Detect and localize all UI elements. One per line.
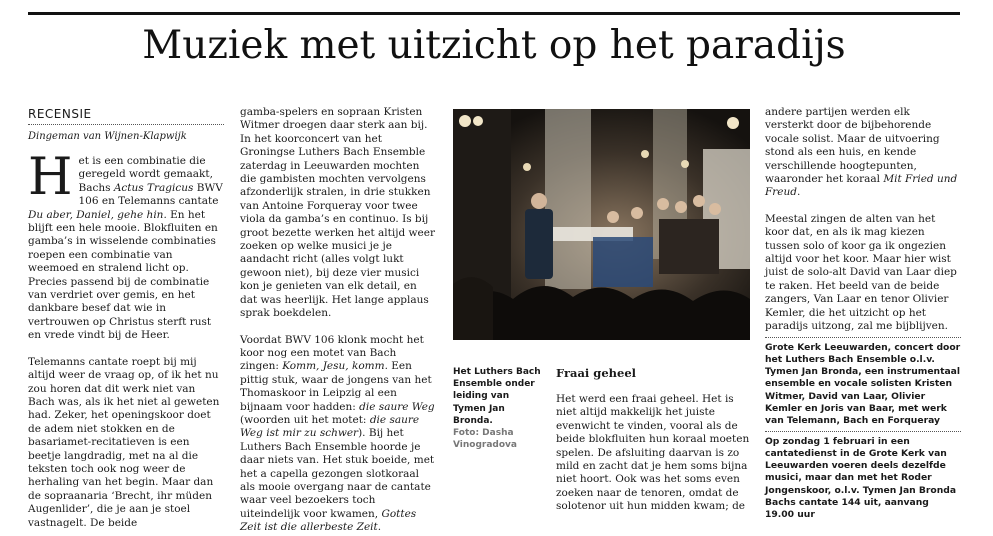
subheading: Fraai geheel (556, 366, 637, 380)
paragraph: Voordat BWV 106 klonk mocht het koor nog een motet van Bach zingen: Komm, Jesu, komm. Een pittig stuk, waar de jongens van het Thomaskoor in Leipzig al een bijnaam voor hadden: die saure Weg (woorden uit het motet: die saure Weg ist mir zu schwer). Bij het Luthers Bach Ensemble hoorde je daar niets van. Het stuk boeide, met het a capella gezongen slotkoraal als mooie overgang naar de cantate waar veel bezoekers toch uiteindelijk voor kwamen, Gottes Zeit ist die allerbeste Zeit. (240, 333, 435, 534)
top-rule (28, 12, 960, 15)
dropcap: H (28, 148, 73, 207)
concert-photo-image (453, 109, 750, 340)
paragraph: Telemanns cantate roept bij mij altijd weer de vraag op, of ik het nu zou horen dat dit werk niet van Bach was, als ik het niet al geweten had. Zeker, het openingskoor doet de adem niet stokken en de basariamet-recitatieven is een beetje langdradig, met na al die teksten toch ook nog weer de herhaling van het begin. Maar dan de sopraanaria ‘Brecht, ihr müden Augenlider’, die je aan je stoel vastnagelt. De beide (28, 355, 220, 529)
info-divider (765, 337, 961, 338)
concert-photo (453, 109, 750, 340)
paragraph: gamba-spelers en sopraan Kristen Witmer droegen daar sterk aan bij. In het koorconcert van het Groningse Luthers Bach Ensemble zaterdag in Leeuwarden mochten die gambisten mochten vervolgens afzonderlijk stralen, in drie stukken van Antoine Forqueray voor twee viola da gamba’s en continuo. Is bij groot bezette werken het altijd weer zoeken op welke musici je je aandacht richt (alles volgt lukt gewoon niet), bij deze vier musici kon je genieten van elk detail, en dat was heerlijk. Het lange applaus sprak boekdelen. (240, 106, 435, 320)
info-divider (765, 431, 961, 432)
section-label: RECENSIE (28, 107, 92, 121)
label-divider (28, 124, 224, 125)
column-1 (28, 107, 224, 530)
headline: Muziek met uitzicht op het paradijs (142, 23, 846, 68)
column-4 (765, 106, 961, 522)
column-3 (556, 366, 752, 514)
paragraph: andere partijen werden elk versterkt door de bijbehorende vocale solist. Maar de uitvoering stond als een huis, en kende verschillende hoogtepunten, waaronder het koraal Mit Fried und Freud. (765, 106, 958, 199)
byline: Dingeman van Wijnen-Klapwijk (28, 131, 187, 142)
paragraph: Het werd een fraai geheel. Het is niet altijd makkelijk het juiste evenwicht te vinden, vooral als de beide blokfluiten hun koraal moeten spelen. De afsluiting daarvan is zo mild en zacht dat je hem soms bijna niet hoort. Ook was het soms even zoeken naar de tenoren, omdat de solotenor uit hun midden kwam; de (556, 393, 750, 513)
paragraph: Meestal zingen de alten van het koor dat, en als ik mag kiezen tussen solo of koor ga ik ongezien altijd voor het koor. Maar hier wist juist de solo-alt David van Laar diep te raken. Het beeld van de beide zangers, Van Laar en tenor Olivier Kemler, die het uitzicht op het paradijs uitzong, zal me bijblijven. (765, 212, 957, 333)
intro-paragraph: Het is een combinatie die geregeld wordt gemaakt, Bachs Actus Tragicus BWV 106 en Telemanns cantate Du aber, Daniel, gehe hin. En het blijft een hele mooie. Blokfluiten en gamba’s in wisselende combinaties roepen een combinatie van weemoed en stralend licht op. Precies passend bij de combinatie van verdriet over gemis, en het dankbare besef dat wie in vertrouwen op Christus sterft rust en vrede vindt bij de Heer. (28, 148, 223, 342)
photo-credit: Foto: Dasha Vinogradova (453, 428, 518, 451)
caption-text: Het Luthers Bach Ensemble onder leiding van Tymen Jan Bronda. (453, 367, 541, 426)
column-2 (240, 106, 436, 535)
concert-info: Grote Kerk Leeuwarden, concert door het Luthers Bach Ensemble o.l.v. Tymen Jan Bronda, een instrumentaal ensemble en vocale solisten Kristen Witmer, David van Laar, Olivier Kemler en Joris van Baar, met werk van Telemann, Bach en Forqueray (765, 341, 961, 427)
photo-caption (453, 366, 545, 451)
upcoming-info: Op zondag 1 februari in een cantatedienst in de Grote Kerk van Leeuwarden voeren deels dezelfde musici, maar dan met het Roder Jongenskoor, o.l.v. Tymen Jan Bronda Bachs cantate 144 uit, aanvang 19.00 uur (765, 435, 957, 521)
